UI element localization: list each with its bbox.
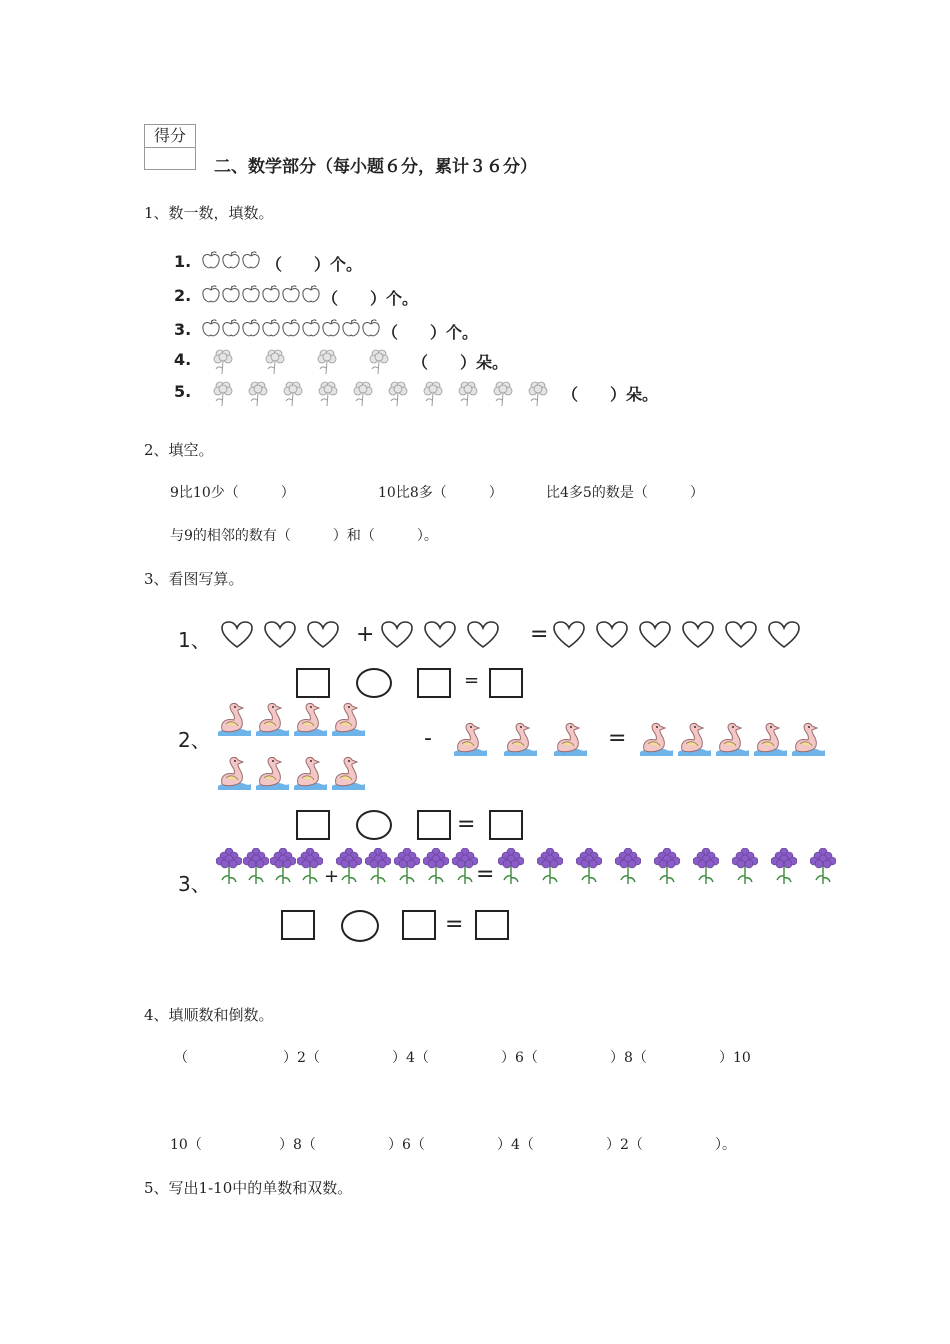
q2-blank-3: 比4多5的数是（ ） [546,485,704,501]
flower-icon [212,380,234,412]
p2-minus: - [424,726,432,751]
q1-answer-blank: （ ）朵。 [412,353,509,372]
flower-icon [368,348,390,380]
p1-hearts-left [220,620,340,654]
score-label: 得分 [145,125,195,148]
duck-icon [502,722,538,762]
duck-icon [292,756,328,796]
grape-icon [270,848,296,890]
q4-sequence-segment: ）8（ [279,1137,316,1153]
p1-equals: = [530,622,549,647]
p2-equals: = [608,726,627,751]
p2-label: 2、 [178,728,211,752]
grape-icon [394,848,420,890]
heart-icon [595,620,629,654]
q4-sequence-segment: ）4（ [392,1050,429,1066]
duck-icon [638,722,674,762]
flower-icon [387,380,409,412]
flower-icon [316,348,338,380]
q2-title: 2、填空。 [144,441,214,459]
grape-icon [498,848,524,890]
grape-icon [452,848,478,890]
p3-answer-box-2[interactable] [402,910,436,940]
q4-sequence-segment: ）。 [715,1137,736,1153]
apple-icon [261,284,281,308]
duck-icon [292,702,328,742]
flower-icon [492,380,514,412]
p1-answer-box-3[interactable] [489,668,523,698]
grape-icon [336,848,362,890]
p3-grapes-right [336,848,478,890]
duck-icon [330,702,366,742]
grape-icon [771,848,797,890]
heart-icon [681,620,715,654]
p2-answer-box-1[interactable] [296,810,330,840]
p3-box-equals: = [445,912,464,937]
score-box [144,124,196,170]
p3-answer-box-3[interactable] [475,910,509,940]
grape-icon [423,848,449,890]
q4-sequence-segment: ）10 [719,1050,751,1066]
p3-equals: = [476,862,495,887]
apple-icon [201,318,221,342]
p1-answer-box-2[interactable] [417,668,451,698]
p1-hearts-right [380,620,500,654]
q4-sequence-segment: ）4（ [497,1137,534,1153]
flower-icon [264,348,286,380]
apple-icon [201,284,221,308]
grape-icon [810,848,836,890]
heart-icon [767,620,801,654]
flower-icon [317,380,339,412]
q5-title: 5、写出1-10中的单数和双数。 [144,1179,353,1197]
q4-sequence-segment: ）6（ [501,1050,538,1066]
apple-icon [221,250,241,274]
p1-box-equals: = [464,670,480,691]
q4-sequence-segment: （ [174,1050,188,1066]
p1-plus: + [356,622,375,647]
p3-answer-box-1[interactable] [281,910,315,940]
p1-answer-box-1[interactable] [296,668,330,698]
flower-icon [212,348,234,380]
grape-icon [615,848,641,890]
grape-icon [297,848,323,890]
flower-icon [352,380,374,412]
grape-icon [537,848,563,890]
q1-answer-blank: （ ）个。 [322,289,419,308]
apple-icon [241,318,261,342]
q1-answer-blank: （ ）朵。 [562,385,659,404]
q1-title: 1、数一数，填数。 [144,204,274,222]
section-title: 二、数学部分（每小题６分，累计３６分） [214,157,537,177]
apple-icon [221,284,241,308]
apple-icon [281,284,301,308]
heart-icon [466,620,500,654]
p1-hearts-result [552,620,801,654]
duck-icon [254,702,290,742]
grape-icon [732,848,758,890]
q1-answer-blank: （ ）个。 [266,255,363,274]
heart-icon [638,620,672,654]
duck-icon [452,722,488,762]
duck-icon [330,756,366,796]
apple-icon [361,318,381,342]
heart-icon [220,620,254,654]
grape-icon [365,848,391,890]
q4-sequence-segment: ）2（ [606,1137,643,1153]
grape-icon [216,848,242,890]
apple-icon [281,318,301,342]
heart-icon [423,620,457,654]
q4-sequence-segment: ）6（ [388,1137,425,1153]
p3-grapes-result [498,848,836,890]
q2-blank-1: 9比10少（ ） [170,485,295,501]
duck-icon [676,722,712,762]
grape-icon [654,848,680,890]
grape-icon [243,848,269,890]
flower-icon [422,380,444,412]
p2-operator-circle[interactable] [356,810,392,840]
p2-ducks-right [452,722,588,762]
p3-operator-circle[interactable] [341,910,379,942]
apple-icon [261,318,281,342]
apple-icon [241,250,261,274]
duck-icon [216,756,252,796]
apple-icon [321,318,341,342]
apple-icon [241,284,261,308]
q1-item-number: 3. [174,320,192,339]
p3-label: 3、 [178,872,211,896]
heart-icon [552,620,586,654]
flower-icon [527,380,549,412]
p1-operator-circle[interactable] [356,668,392,698]
q4-sequence-segment: ）2（ [283,1050,320,1066]
flower-icon [247,380,269,412]
flower-icon [457,380,479,412]
heart-icon [263,620,297,654]
p2-answer-box-3[interactable] [489,810,523,840]
heart-icon [380,620,414,654]
p2-ducks-left [216,702,366,796]
apple-icon [201,250,221,274]
p1-label: 1、 [178,628,211,652]
q4-sequence-segment: ）8（ [610,1050,647,1066]
grape-icon [576,848,602,890]
q1-item-number: 4. [174,350,192,369]
apple-icon [301,318,321,342]
duck-icon [752,722,788,762]
q2-blank-2: 10比8多（ ） [378,485,503,501]
flower-icon [282,380,304,412]
duck-icon [216,702,252,742]
apple-icon [301,284,321,308]
q1-item-number: 1. [174,252,192,271]
apple-icon [341,318,361,342]
p3-grapes-left [216,848,323,890]
q1-answer-blank: （ ）个。 [382,323,479,342]
q3-title: 3、看图写算。 [144,570,244,588]
heart-icon [306,620,340,654]
p2-ducks-result [638,722,826,762]
apple-icon [221,318,241,342]
q1-item-number: 2. [174,286,192,305]
grape-icon [693,848,719,890]
q4-sequence-segment: 10（ [170,1137,202,1153]
heart-icon [724,620,758,654]
q4-title: 4、填顺数和倒数。 [144,1006,274,1024]
duck-icon [552,722,588,762]
duck-icon [714,722,750,762]
q2-line2: 与9的相邻的数有（ ）和（ ）。 [170,528,438,544]
p3-plus: + [324,866,340,887]
p2-answer-box-2[interactable] [417,810,451,840]
duck-icon [790,722,826,762]
p2-box-equals: = [457,812,476,837]
duck-icon [254,756,290,796]
q1-item-number: 5. [174,382,192,401]
